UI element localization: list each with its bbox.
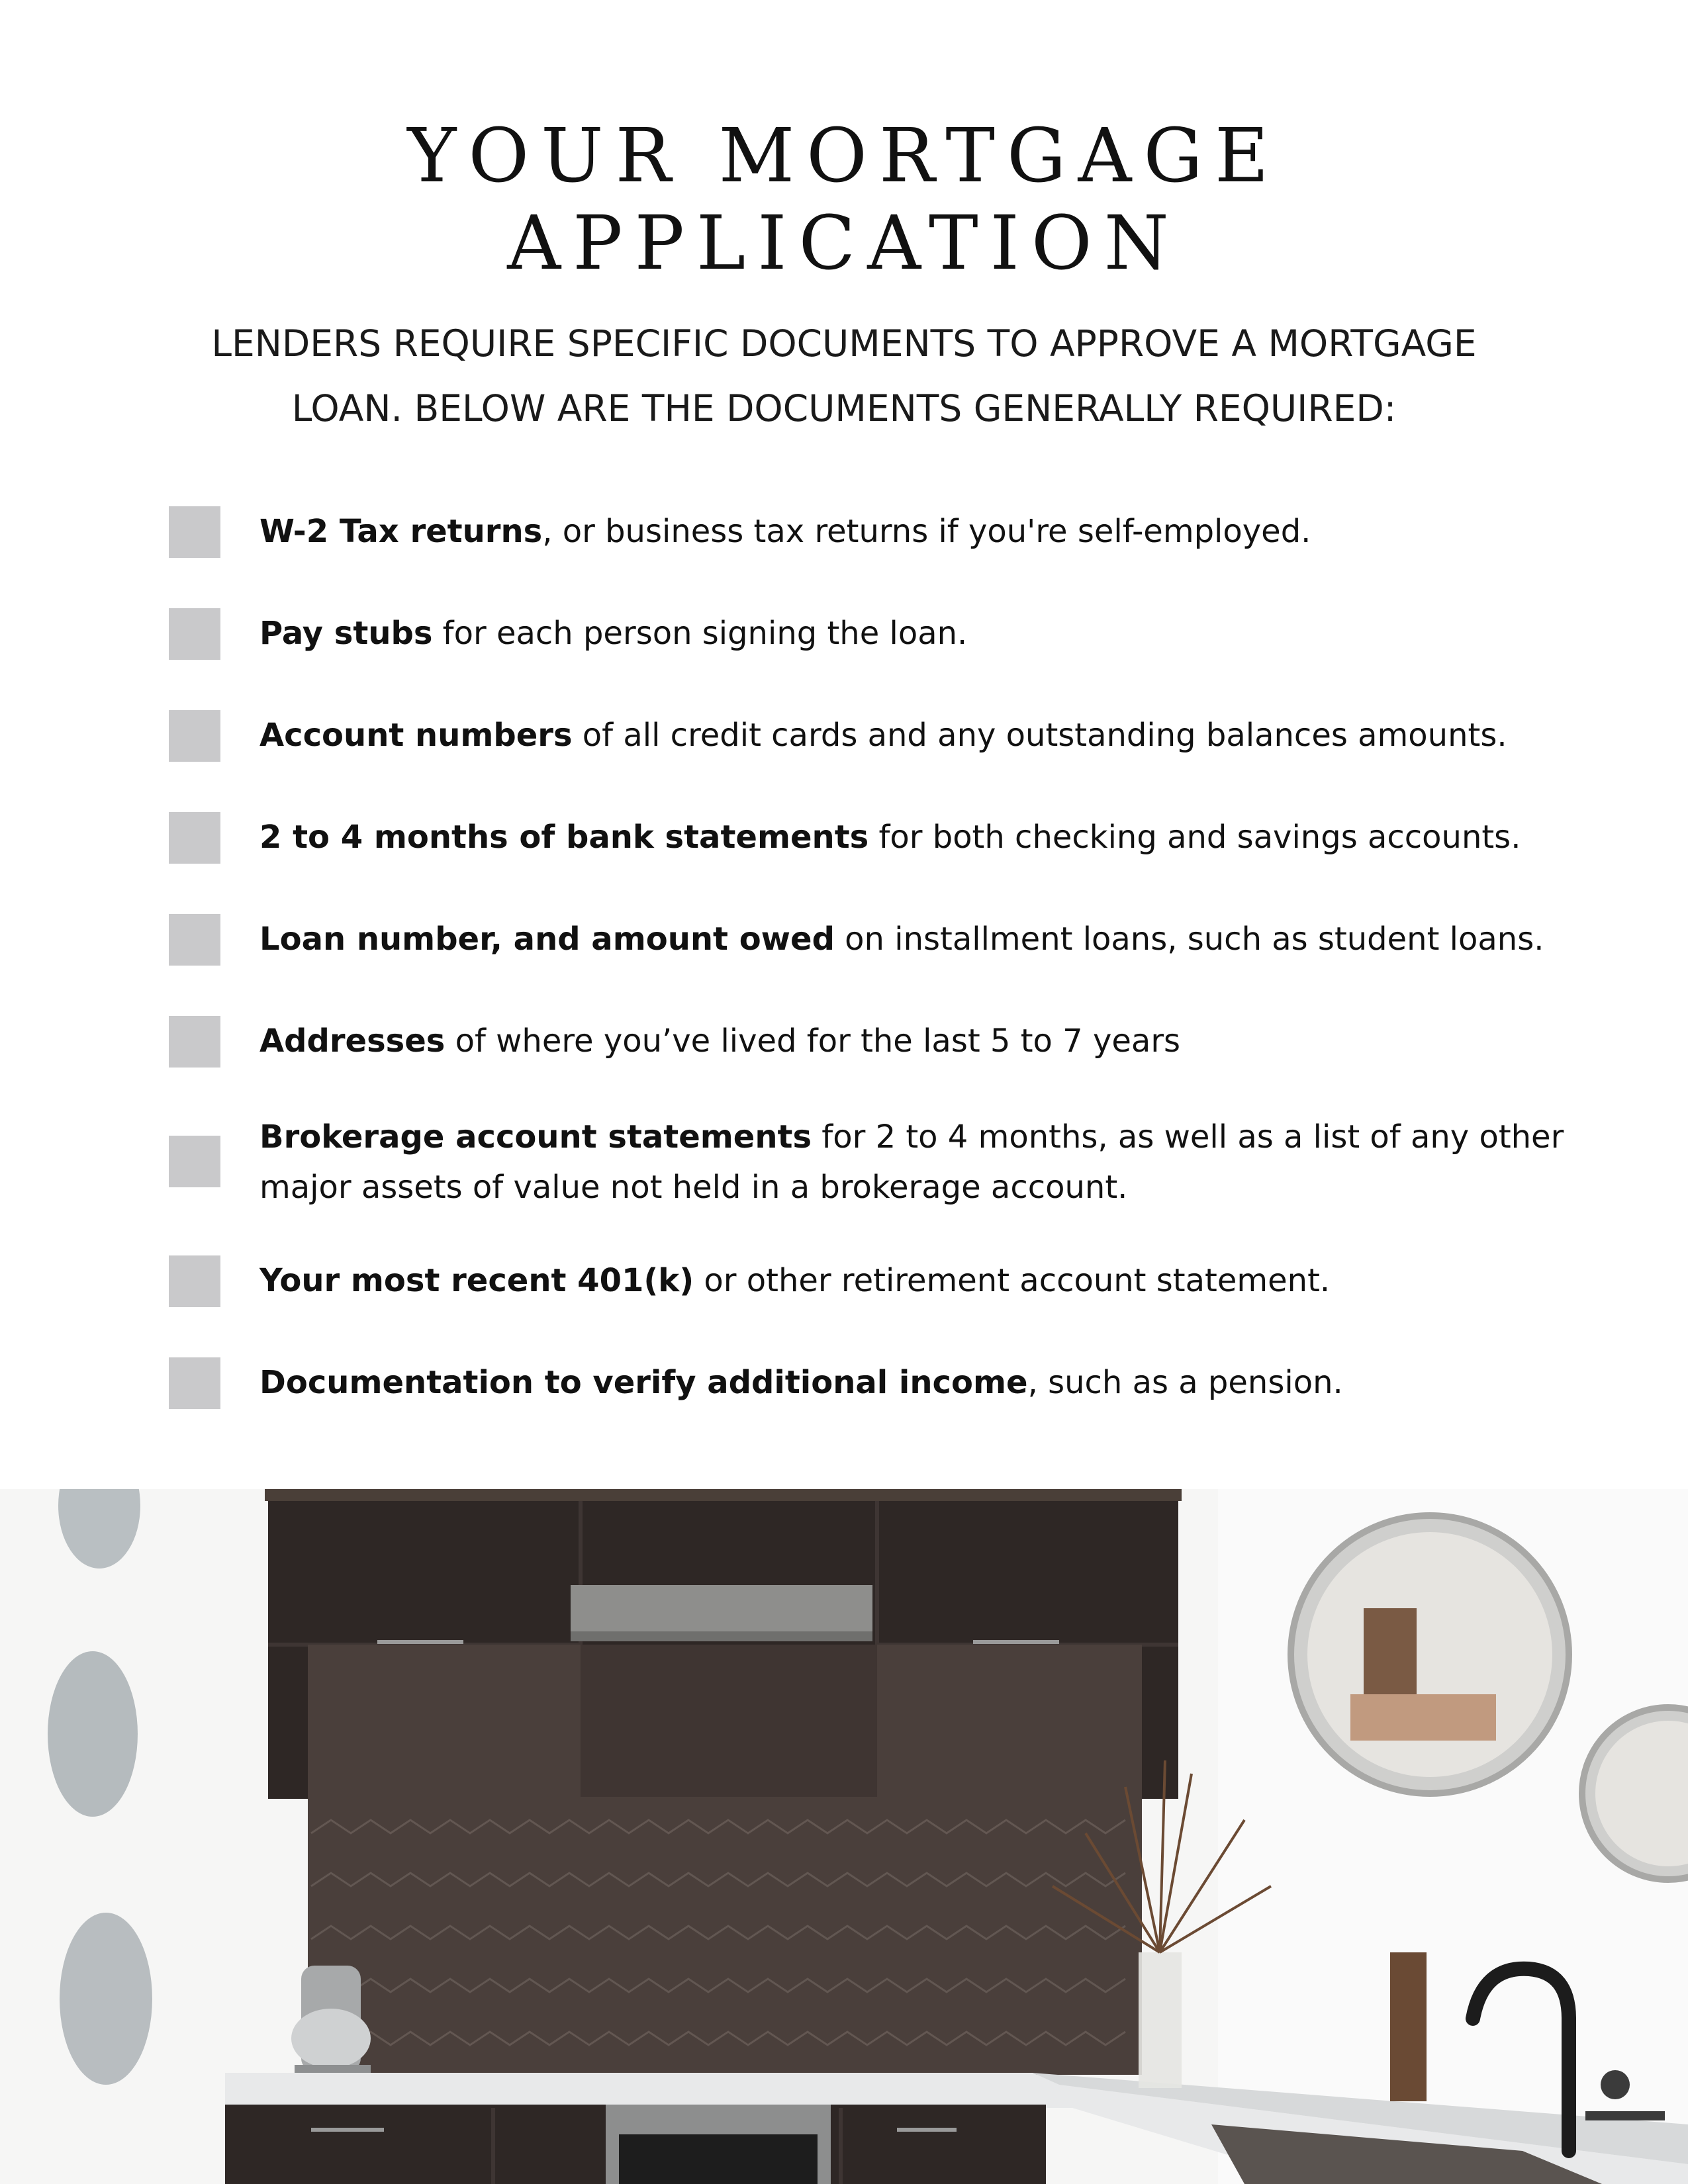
checklist-item-bold: W-2 Tax returns bbox=[259, 513, 543, 550]
checklist-item-detail: on installment loans, such as student loans. bbox=[834, 921, 1544, 958]
checklist-item-text bbox=[259, 608, 1570, 659]
checklist-item-text bbox=[259, 914, 1570, 964]
checklist-item-bold: Account numbers bbox=[259, 717, 573, 754]
checklist-checkbox[interactable] bbox=[169, 710, 220, 762]
checklist-item-detail: , such as a pension. bbox=[1027, 1364, 1343, 1401]
checklist-item-text bbox=[259, 1112, 1570, 1212]
checklist-item-bold: 2 to 4 months of bank statements bbox=[259, 819, 869, 856]
page-title bbox=[0, 113, 1688, 287]
title-line-2: APPLICATION bbox=[507, 201, 1181, 287]
title-line-1: YOUR MORTGAGE bbox=[407, 113, 1281, 199]
kitchen-photo bbox=[0, 1489, 1688, 2184]
checklist-item-detail: , or business tax returns if you're self-employed. bbox=[542, 513, 1311, 550]
checklist-checkbox[interactable] bbox=[169, 812, 220, 864]
checklist-item-bold: Addresses bbox=[259, 1023, 445, 1060]
checklist-item-detail: or other retirement account statement. bbox=[694, 1262, 1331, 1299]
checklist-item-text bbox=[259, 1357, 1570, 1408]
checklist-item-text bbox=[259, 1016, 1570, 1066]
checklist-checkbox[interactable] bbox=[169, 1016, 220, 1068]
subtitle-line-1: LENDERS REQUIRE SPECIFIC DOCUMENTS TO APPROVE A MORTGAGE bbox=[211, 322, 1477, 365]
checklist-checkbox[interactable] bbox=[169, 608, 220, 660]
checklist-item-text bbox=[259, 506, 1570, 557]
checklist-item-bold: Loan number, and amount owed bbox=[259, 921, 835, 958]
checklist-item-detail: for both checking and savings accounts. bbox=[868, 819, 1521, 856]
checklist-checkbox[interactable] bbox=[169, 914, 220, 966]
checklist-item-detail: of all credit cards and any outstanding balances amounts. bbox=[572, 717, 1507, 754]
stand-mixer bbox=[291, 1966, 371, 2077]
checklist-item-detail: for 2 to 4 months, as well as a list of any other major assets of value not held in a brokerage account. bbox=[259, 1118, 1564, 1206]
checklist-item-bold: Brokerage account statements bbox=[259, 1118, 812, 1156]
checklist-item-bold: Your most recent 401(k) bbox=[259, 1262, 694, 1299]
checklist-item-bold: Documentation to verify additional income bbox=[259, 1364, 1028, 1401]
page-subtitle bbox=[132, 311, 1556, 441]
subtitle-line-2: LOAN. BELOW ARE THE DOCUMENTS GENERALLY REQUIRED: bbox=[291, 387, 1397, 430]
checklist-item-detail: of where you’ve lived for the last 5 to 7 years bbox=[445, 1023, 1181, 1060]
checklist-item-detail: for each person signing the loan. bbox=[432, 615, 968, 652]
checklist-checkbox[interactable] bbox=[169, 1357, 220, 1409]
checklist-item-text bbox=[259, 710, 1570, 760]
checklist-checkbox[interactable] bbox=[169, 1255, 220, 1307]
checklist-checkbox[interactable] bbox=[169, 506, 220, 558]
checklist-item-text bbox=[259, 812, 1570, 862]
checklist-checkbox[interactable] bbox=[169, 1136, 220, 1187]
checklist-item-text bbox=[259, 1255, 1570, 1306]
checklist-item-bold: Pay stubs bbox=[259, 615, 433, 652]
